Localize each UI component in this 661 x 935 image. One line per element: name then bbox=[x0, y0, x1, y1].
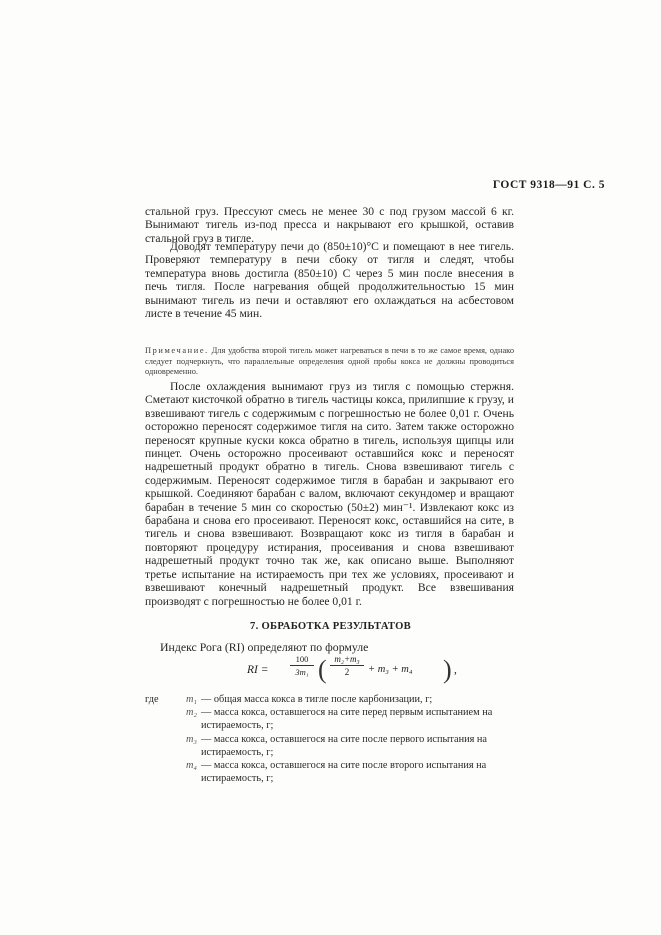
ri-formula bbox=[243, 654, 473, 688]
definition-row bbox=[145, 733, 515, 759]
formula-coefficient bbox=[290, 654, 314, 678]
definition-prefix: где bbox=[145, 694, 159, 705]
definition-symbol: m₄ bbox=[185, 760, 197, 772]
formula-open-paren: ( bbox=[318, 655, 327, 684]
formula-rest: + m₃ + m₄ bbox=[368, 664, 413, 675]
definition-row bbox=[145, 759, 515, 785]
definition-row bbox=[145, 693, 515, 706]
formula-lhs: RI = bbox=[247, 664, 269, 676]
definition-symbol: m₃ bbox=[185, 733, 197, 745]
formula-intro: Индекс Рога (RI) определяют по формуле bbox=[160, 640, 369, 654]
formula-tail: , bbox=[454, 664, 457, 676]
formula-inner-fraction bbox=[330, 654, 364, 678]
inner-denominator: 2 bbox=[344, 667, 350, 677]
paragraph-press: стальной груз. Прессуют смесь не менее 30 с под грузом массой 6 кг. Вынимают тигель из-под пресса и накрывают его крышкой, оставив стальной груз в тигле. bbox=[145, 205, 514, 245]
paragraph-cooling-abrasion: После охлаждения вынимают груз из тигля с помощью стержня. Сметают кисточкой обратно в тигель частицы кокса, прилипшие к грузу, и взвешивают тигель с содержимым с погрешностью не более 0,01 г. Очень осторожно переносят содержимое тигля на сито. Затем также осторожно переносят крупные куски кокса обратно в тигель, используя щипцы или пинцет. Очень осторожно просеивают оставшийся кокс и переносят надрешетный продукт обратно в тигель. Снова взвешивают тигель с содержимым. Переносят содержимое тигля в барабан и закрывают его крышкой. Соединяют барабан с валом, включают секундомер и вращают барабан в течение 5 мин со скоростью (50±2) мин⁻¹. Извлекают кокс из барабана и снова его просеивают. Переносят кокс, оставшийся на сите, в тигель и снова взвешивают. Возвращают кокс из тигля в барабан и повторяют процедуру истирания, просеивания и снова взвешивают надрешетный продукт точно так же, как описано выше. Выполняют третье испытание на истираемость при тех же условиях, просеивают и взвешивают конечный надрешетный продукт. Все взвешивания производят с погрешностью не более 0,01 г. bbox=[145, 380, 514, 608]
definition-text: — масса кокса, оставшегося на сите после второго испытания на истираемость, г; bbox=[201, 760, 487, 785]
inner-numerator: m₂+m₃ bbox=[330, 654, 364, 666]
coefficient-denominator: 3m₁ bbox=[295, 667, 309, 677]
coefficient-numerator: 100 bbox=[290, 654, 314, 666]
definition-text: — общая масса кокса в тигле после карбонизации, г; bbox=[201, 694, 433, 705]
paragraph-heating: Доводят температуру печи до (850±10)°С и помещают в нее тигель. Проверяют температуру в печи сбоку от тигля и следят, чтобы температура вновь достигла (850±10) С через 5 мин после внесения в печь тигля. После нагревания общей продолжительностью 15 мин вынимают тигель из печи и оставляют его охлаждаться на асбестовом листе в течение 45 мин. bbox=[145, 240, 514, 321]
section-title: 7. ОБРАБОТКА РЕЗУЛЬТАТОВ bbox=[250, 621, 411, 632]
definition-symbol: m₂ bbox=[185, 707, 197, 719]
variable-definitions bbox=[145, 693, 515, 785]
formula-close-paren: ) bbox=[443, 655, 452, 684]
running-header: ГОСТ 9318—91 С. 5 bbox=[492, 179, 605, 191]
note-text: Для удобства второй тигель может нагреваться в печи в то же самое время, однако следует подчеркнуть, что параллельные определения одной пробы кокса не должны проводиться одновременно. bbox=[145, 346, 515, 377]
note-block bbox=[145, 346, 514, 378]
definition-text: — масса кокса, оставшегося на сите после первого испытания на истираемость, г; bbox=[201, 733, 487, 758]
definition-text: — масса кокса, оставшегося на сите перед первым испытанием на истираемость, г; bbox=[201, 707, 493, 732]
definition-symbol: m₁ bbox=[185, 694, 197, 705]
definition-row bbox=[145, 706, 515, 732]
note-label: Примечание. bbox=[145, 346, 209, 355]
